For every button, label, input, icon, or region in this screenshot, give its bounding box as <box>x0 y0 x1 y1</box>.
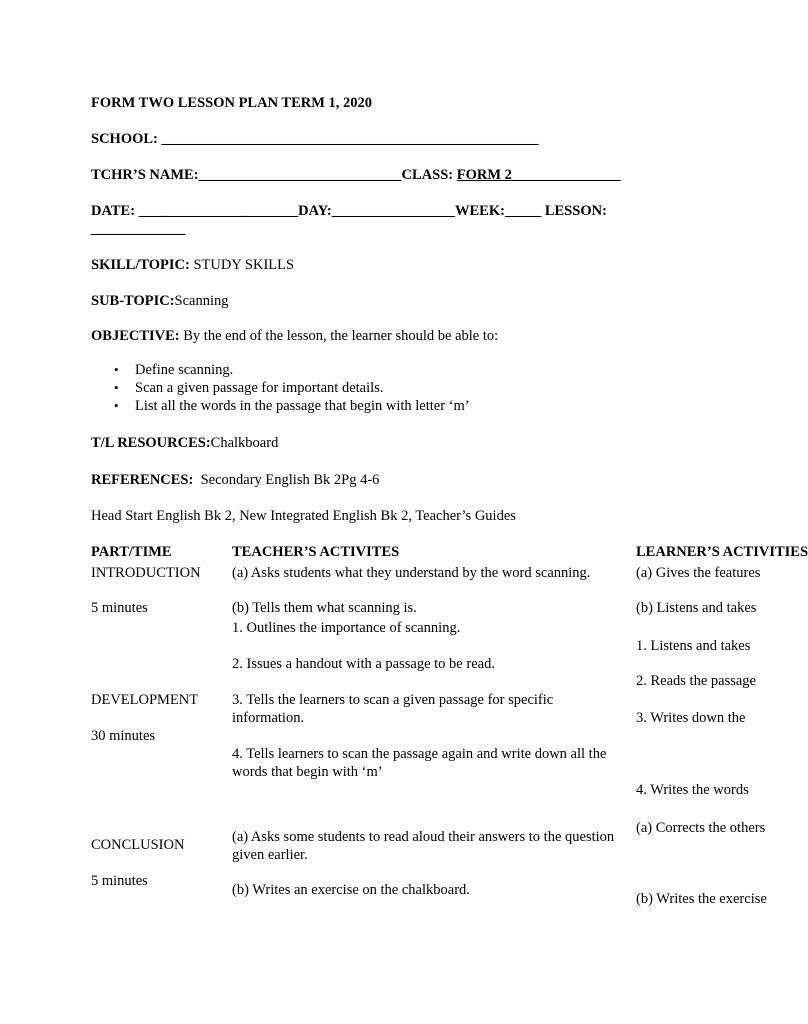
objective-item: • Define scanning. <box>91 361 470 379</box>
teacher-name-blank: ____________________________ <box>198 167 402 183</box>
objective-label: OBJECTIVE: <box>91 328 180 344</box>
teacher-activity: (a) Asks students what they understand by the word scanning. <box>232 565 591 581</box>
learner-activity: 2. Reads the passage <box>636 673 756 689</box>
subtopic-label: SUB-TOPIC: <box>91 293 175 309</box>
learner-activity: (a) Gives the features <box>636 565 761 581</box>
resources-value: Chalkboard <box>210 435 279 451</box>
day-label: DAY: <box>298 203 332 219</box>
resources-line <box>91 434 278 452</box>
teacher-activity: (b) Writes an exercise on the chalkboard. <box>232 882 470 898</box>
lesson-label: LESSON: <box>544 203 607 219</box>
header-part-time: PART/TIME <box>91 544 172 560</box>
class-label: CLASS: <box>401 167 454 183</box>
teacher-activity: 1. Outlines the importance of scanning. <box>232 620 461 636</box>
learner-activity: (b) Writes the exercise <box>636 891 767 907</box>
resources-label: T/L RESOURCES: <box>91 435 211 451</box>
learner-activity: 3. Writes down the <box>636 710 746 726</box>
school-blank: ____________________________________________________ <box>161 131 539 147</box>
learner-activity: 4. Writes the words <box>636 782 749 798</box>
learner-activity: 1. Listens and takes <box>636 638 751 654</box>
week-blank: _____ <box>504 203 542 219</box>
part-introduction: INTRODUCTION <box>91 565 201 581</box>
objective-item: • List all the words in the passage that begin with letter ‘m’ <box>91 397 470 415</box>
objective-item: • Scan a given passage for important details. <box>91 379 470 397</box>
learner-activity: (a) Corrects the others <box>636 820 766 836</box>
class-blank: _______________ <box>511 167 621 183</box>
teacher-activity: 2. Issues a handout with a passage to be read. <box>232 656 495 672</box>
subtopic-line <box>91 292 229 310</box>
objective-list <box>91 361 470 415</box>
lesson-blank: _____________ <box>91 221 186 237</box>
date-label: DATE: <box>91 203 136 219</box>
references-label: REFERENCES: <box>91 472 194 488</box>
date-blank: ______________________ <box>138 203 299 219</box>
subtopic-value: Scanning <box>174 293 229 309</box>
school-label: SCHOOL: <box>91 131 158 147</box>
teacher-activity: 3. Tells the learners to scan a given passage for specific information. <box>232 692 554 726</box>
school-line <box>91 130 539 148</box>
teacher-name-label: TCHR’S NAME: <box>91 167 199 183</box>
references-value: Secondary English Bk 2Pg 4-6 <box>200 472 380 488</box>
day-blank: _________________ <box>331 203 456 219</box>
header-teacher-activities: TEACHER’S ACTIVITES <box>232 544 400 560</box>
week-label: WEEK: <box>455 203 505 219</box>
page-title: FORM TWO LESSON PLAN TERM 1, 2020 <box>91 95 373 111</box>
teacher-line <box>91 166 621 184</box>
teacher-activity: (b) Tells them what scanning is. <box>232 600 417 616</box>
objective-text: By the end of the lesson, the learner should be able to: <box>183 328 499 344</box>
part-conclusion: CONCLUSION <box>91 837 185 853</box>
skill-label: SKILL/TOPIC: <box>91 257 190 273</box>
part-conclusion-time: 5 minutes <box>91 873 148 889</box>
learner-activity: (b) Listens and takes <box>636 600 757 616</box>
objective-line <box>91 327 498 345</box>
skill-value: STUDY SKILLS <box>193 257 295 273</box>
teacher-activity: (a) Asks some students to read aloud their answers to the question given earlier. <box>232 829 615 863</box>
teacher-activity: 4. Tells learners to scan the passage again and write down all the words that begin with ‘m’ <box>232 746 607 780</box>
header-learner-activities: LEARNER’S ACTIVITIES <box>636 544 808 560</box>
skill-line <box>91 256 294 274</box>
references-more: Head Start English Bk 2, New Integrated English Bk 2, Teacher’s Guides <box>91 508 516 524</box>
part-development-time: 30 minutes <box>91 728 156 744</box>
class-value: FORM 2 <box>456 167 512 183</box>
part-introduction-time: 5 minutes <box>91 600 148 616</box>
part-development: DEVELOPMENT <box>91 692 199 708</box>
references-line <box>91 471 379 489</box>
date-line <box>91 202 607 220</box>
